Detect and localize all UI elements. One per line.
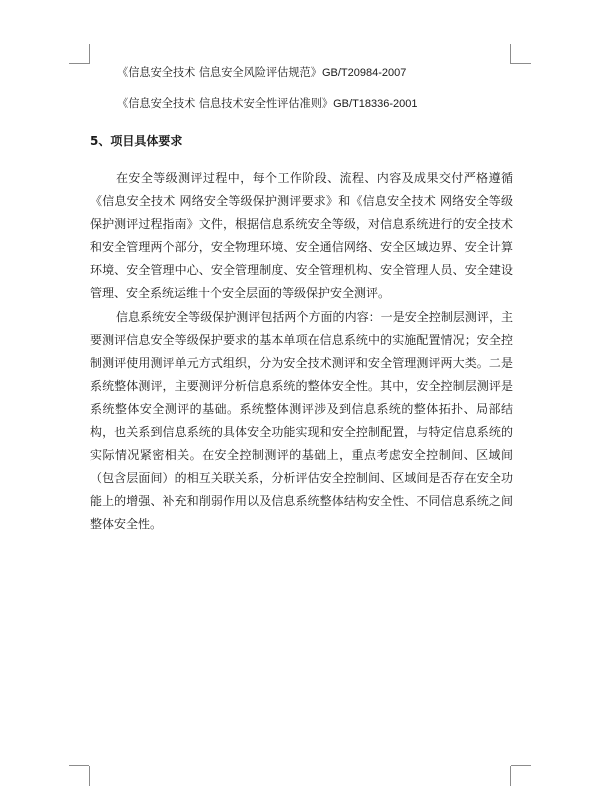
crop-mark-bottom-left-vertical (89, 766, 90, 786)
crop-mark-top-left-vertical (89, 44, 90, 64)
reference-title: 《信息安全技术 信息安全风险评估规范》 (117, 66, 322, 79)
body-paragraph: 信息系统安全等级保护测评包括两个方面的内容：一是安全控制层测评，主要测评信息安全等级保护要求的基本单项在信息系统中的实施配置情况；安全控制测评使用测评单元方式组织，分为安全技术测评和安全管理测评两大类。二是系统整体测评，主要测评分析信息系统的整体安全性。其中，安全控制层测评是系统整体安全测评的基础。系统整体测评涉及到信息系统的整体拓扑、局部结构，也关系到信息系统的具体安全功能实现和安全控制配置，与特定信息系统的实际情况紧密相关。在安全控制测评的基础上，重点考虑安全控制间、区域间（包含层面间）的相互关联关系，分析评估安全控制间、区域间是否存在安全功能上的增强、补充和削弱作用以及信息系统整体结构安全性、不同信息系统之间整体安全性。 (90, 310, 513, 531)
reference-code: GB/T18336-2001 (333, 98, 418, 110)
reference-line (117, 96, 418, 112)
crop-mark-bottom-right-horizontal (511, 765, 531, 766)
crop-mark-top-left-horizontal (69, 63, 89, 64)
crop-mark-top-right-vertical (510, 44, 511, 64)
body-paragraph: 在安全等级测评过程中，每个工作阶段、流程、内容及成果交付严格遵循《信息安全技术 网络安全等级保护测评要求》和《信息安全技术 网络安全等级保护测评过程指南》文件，根据信息系统安全等级，对信息系统进行的安全技术和安全管理两个部分，安全物理环境、安全通信网络、安全区域边界、安全计算环境、安全管理中心、安全管理制度、安全管理机构、安全管理人员、安全建设管理、安全系统运维十个安全层面的等级保护安全测评。 (90, 171, 513, 300)
reference-code: GB/T20984-2007 (321, 67, 407, 79)
section-heading: 5、项目具体要求 (90, 134, 183, 148)
crop-mark-bottom-right-vertical (510, 766, 511, 786)
crop-mark-bottom-left-horizontal (69, 765, 89, 766)
reference-line (117, 65, 406, 81)
crop-mark-top-right-horizontal (511, 63, 531, 64)
reference-title: 《信息安全技术 信息技术安全性评估准则》 (117, 97, 334, 110)
